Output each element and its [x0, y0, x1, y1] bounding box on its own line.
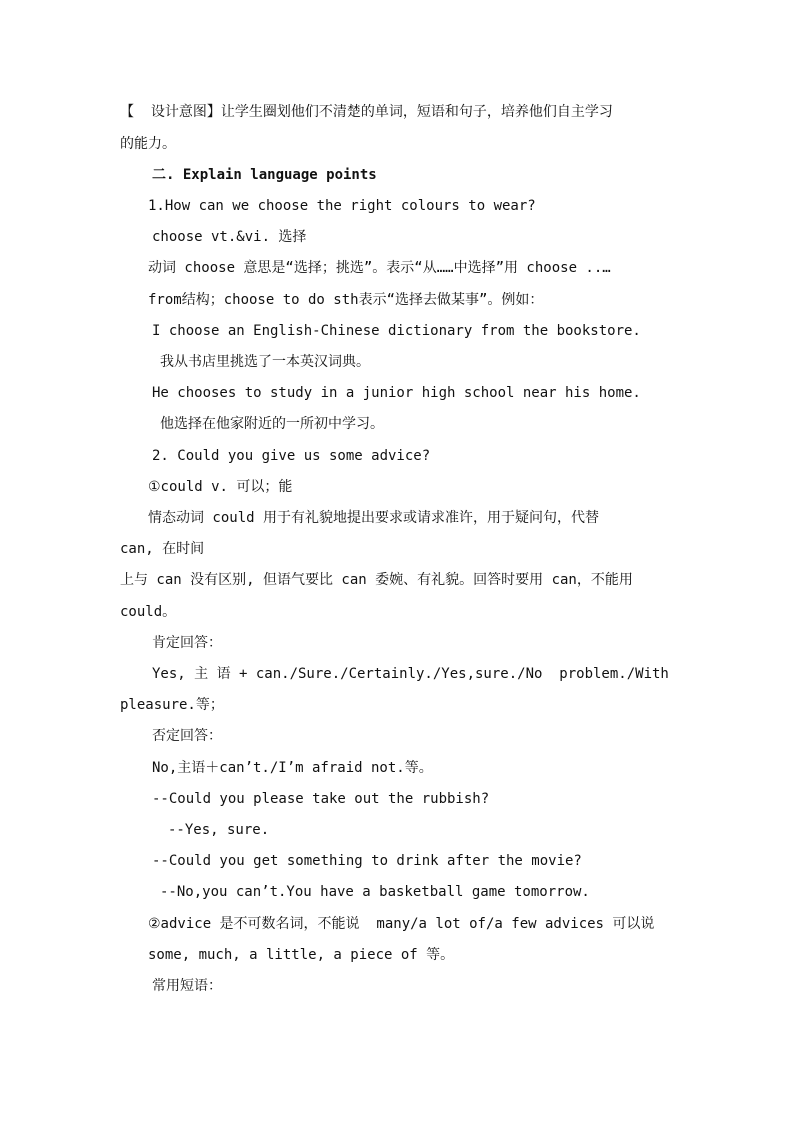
point-1-question: 1.How can we choose the right colours to wear? — [148, 198, 536, 214]
could-explanation-line-1: 情态动词 could 用于有礼貌地提出要求或请求准许，用于疑问句，代替 — [148, 510, 599, 526]
negative-answer-label: 否定回答： — [152, 728, 222, 744]
dialog-2-answer: --No,you can’t.You have a basketball game tomorrow. — [160, 884, 590, 900]
choose-definition: choose vt.&vi. 选择 — [152, 229, 307, 245]
could-definition: ①could v. 可以；能 — [148, 479, 293, 495]
positive-answer-line-2: pleasure.等； — [120, 697, 224, 713]
section-heading: 二. Explain language points — [152, 167, 377, 183]
dialog-1-question: --Could you please take out the rubbish? — [152, 791, 490, 807]
positive-answer-label: 肯定回答： — [152, 635, 222, 651]
example-1-english: I choose an English-Chinese dictionary from the bookstore. — [152, 323, 641, 339]
example-2-chinese: 他选择在他家附近的一所初中学习。 — [160, 416, 384, 432]
negative-answer-line: No,主语＋can’t./I’m afraid not.等。 — [152, 760, 433, 776]
could-explanation-line-4: could。 — [120, 604, 177, 620]
point-2-question: 2. Could you give us some advice? — [152, 448, 431, 464]
choose-explanation-line-2: from结构；choose to do sth表示“选择去做某事”。例如： — [148, 292, 544, 308]
design-intent-line-2: 的能力。 — [120, 136, 176, 152]
design-intent-line-1: 【 设计意图】让学生圈划他们不清楚的单词，短语和句子，培养他们自主学习 — [120, 104, 613, 120]
dialog-2-question: --Could you get something to drink after the movie? — [152, 853, 582, 869]
example-2-english: He chooses to study in a junior high school near his home. — [152, 385, 641, 401]
example-1-chinese: 我从书店里挑选了一本英汉词典。 — [160, 354, 370, 370]
positive-answer-line-1: Yes, 主 语 + can./Sure./Certainly./Yes,sure./No problem./With — [152, 666, 669, 682]
could-explanation-line-3: 上与 can 没有区别, 但语气要比 can 委婉、有礼貌。回答时要用 can，不能用 — [120, 572, 633, 588]
dialog-1-answer: --Yes, sure. — [168, 822, 270, 838]
advice-explanation-line-1: ②advice 是不可数名词，不能说 many/a lot of/a few advices 可以说 — [148, 916, 655, 932]
choose-explanation-line-1: 动词 choose 意思是“选择；挑选”。表示“从……中选择”用 choose ..… — [148, 260, 611, 276]
advice-explanation-line-2: some, much, a little, a piece of 等。 — [148, 947, 455, 963]
common-phrases-label: 常用短语： — [152, 978, 222, 994]
could-explanation-line-2: can, 在时间 — [120, 541, 205, 557]
